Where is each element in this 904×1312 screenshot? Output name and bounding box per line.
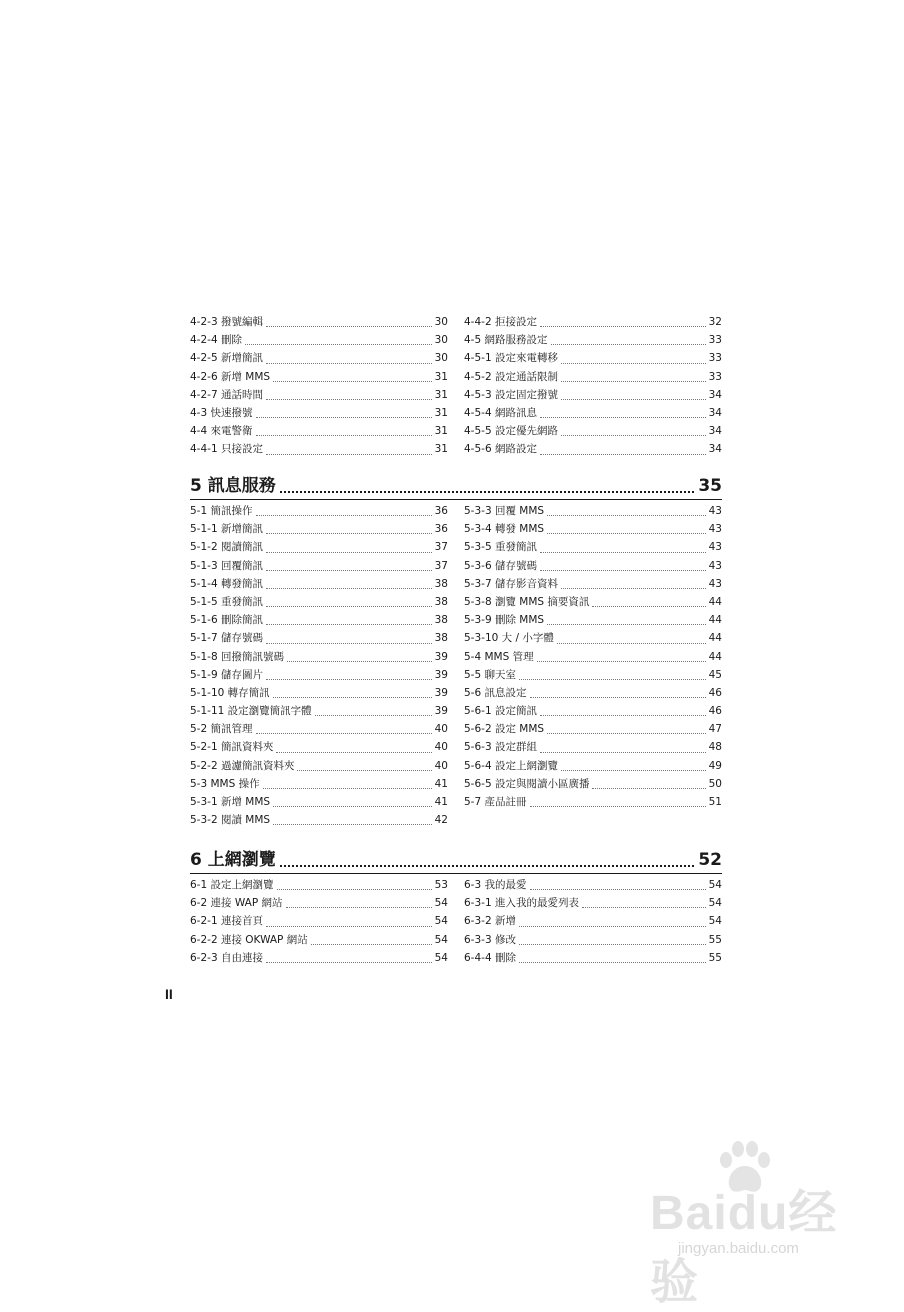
toc-entry[interactable] — [464, 949, 722, 967]
toc-entry-page: 47 — [708, 723, 722, 736]
toc-entry-label: 4-5-1 設定來電轉移 — [464, 352, 558, 365]
toc-entry[interactable] — [464, 684, 722, 702]
dot-leader — [519, 961, 706, 963]
toc-entry-page: 44 — [708, 595, 722, 608]
toc-entry[interactable] — [464, 793, 722, 811]
toc-entry-page: 33 — [708, 352, 722, 365]
toc-entry[interactable] — [464, 404, 722, 422]
toc-entry[interactable] — [464, 368, 722, 386]
toc-entry-label: 5-3-4 轉發 MMS — [464, 523, 545, 536]
toc-entry[interactable] — [190, 912, 448, 930]
toc-entry[interactable] — [464, 912, 722, 930]
toc-entry-page: 51 — [708, 796, 722, 808]
toc-entry-page: 32 — [708, 316, 722, 328]
dot-leader — [266, 642, 432, 644]
dot-leader — [276, 751, 431, 753]
dot-leader — [266, 532, 432, 534]
toc-entry-label: 6-3-2 新增 — [464, 915, 516, 928]
dot-leader — [315, 714, 432, 716]
dot-leader — [547, 532, 706, 534]
dot-leader — [540, 569, 706, 571]
chapter-page: 35 — [698, 476, 722, 496]
dot-leader — [266, 569, 432, 571]
toc-entry-label: 5-6-5 設定與閱讀小區廣播 — [464, 777, 590, 790]
dot-leader — [592, 787, 705, 789]
toc-entry-label: 6-3-3 修改 — [464, 933, 516, 946]
toc-entry[interactable] — [190, 684, 448, 702]
toc-entry-label: 4-4-2 拒接設定 — [464, 316, 537, 328]
toc-entry-page: 31 — [434, 443, 448, 456]
toc-entry-page: 31 — [434, 370, 448, 383]
toc-entry-label: 5-2 簡訊管理 — [190, 723, 253, 736]
toc-entry-page: 34 — [708, 425, 722, 438]
watermark — [640, 1140, 880, 1309]
toc-entry-label: 6-1 設定上網瀏覽 — [190, 879, 274, 891]
toc-entry-page: 46 — [708, 705, 722, 718]
toc-entry[interactable] — [464, 502, 722, 520]
toc-entry-label: 5-1-6 刪除簡訊 — [190, 614, 263, 627]
dot-leader — [551, 343, 706, 345]
toc-entry[interactable] — [464, 575, 722, 593]
toc-entry[interactable] — [464, 738, 722, 756]
toc-entry-label: 6-3 我的最愛 — [464, 879, 527, 891]
dot-leader — [266, 678, 432, 680]
toc-entry-label: 4-2-3 撥號編輯 — [190, 316, 263, 328]
toc-entry-label: 5-1-8 回撥簡訊號碼 — [190, 650, 284, 663]
dot-leader — [266, 362, 432, 364]
toc-entry-page: 49 — [708, 759, 722, 772]
dot-leader — [519, 925, 706, 927]
toc-entry[interactable] — [464, 313, 722, 331]
toc-entry[interactable] — [190, 440, 448, 458]
toc-entry[interactable] — [464, 666, 722, 684]
dot-leader — [540, 416, 706, 418]
toc-entry-page: 39 — [434, 686, 448, 699]
toc-entry-page: 34 — [708, 443, 722, 456]
dot-leader — [592, 605, 705, 607]
toc-entry-label: 5-6-1 設定簡訊 — [464, 705, 537, 718]
dot-leader — [582, 906, 706, 908]
dot-leader — [266, 325, 432, 327]
toc-entry[interactable] — [190, 593, 448, 611]
dot-leader — [540, 551, 706, 553]
toc-entry-label: 5-6-4 設定上網瀏覽 — [464, 759, 558, 772]
toc-entry-label: 4-4-1 只接設定 — [190, 443, 263, 456]
toc-entry[interactable] — [190, 422, 448, 440]
toc-entry-page: 43 — [708, 541, 722, 554]
toc-entry-label: 6-2-1 連接首頁 — [190, 915, 263, 928]
toc-entry-page: 53 — [434, 879, 448, 891]
toc-entry-label: 4-5 網路服務設定 — [464, 334, 548, 347]
dot-leader — [540, 453, 706, 455]
dot-leader — [266, 551, 432, 553]
toc-entry-page: 33 — [708, 370, 722, 383]
toc-column-left — [190, 313, 448, 459]
toc-entry[interactable] — [464, 422, 722, 440]
dot-leader — [561, 362, 706, 364]
toc-entry-page: 38 — [434, 614, 448, 627]
toc-entry-label: 4-4 來電警衛 — [190, 425, 253, 438]
toc-entry[interactable] — [464, 629, 722, 647]
toc-entry-label: 5-7 產品註冊 — [464, 796, 527, 808]
toc-entry-label: 4-5-2 設定通話限制 — [464, 370, 558, 383]
toc-entry[interactable] — [190, 894, 448, 912]
toc-entry-page: 40 — [434, 723, 448, 736]
toc-entry-label: 6-2-2 連接 OKWAP 網站 — [190, 933, 308, 946]
toc-entry[interactable] — [190, 611, 448, 629]
toc-entry-page: 41 — [434, 777, 448, 790]
dot-leader — [256, 434, 432, 436]
toc-entry-label: 5-6 訊息設定 — [464, 686, 527, 699]
toc-entry-page: 54 — [434, 915, 448, 928]
toc-entry[interactable] — [464, 331, 722, 349]
toc-column-right — [464, 313, 722, 459]
dot-leader — [519, 943, 706, 945]
dot-leader — [245, 343, 432, 345]
toc-entry[interactable] — [190, 666, 448, 684]
toc-entry-page: 54 — [708, 879, 722, 891]
toc-entry-label: 5-3-9 刪除 MMS — [464, 614, 545, 627]
toc-entry-page: 31 — [434, 425, 448, 438]
toc-entry-page: 30 — [434, 334, 448, 347]
dot-leader — [273, 696, 432, 698]
toc-entry-label: 5-6-2 設定 MMS — [464, 723, 545, 736]
toc-entry-label: 5-6-3 設定群組 — [464, 741, 537, 754]
toc-entry-page: 38 — [434, 595, 448, 608]
toc-entry[interactable] — [464, 757, 722, 775]
toc-entry[interactable] — [464, 931, 722, 949]
toc-entry[interactable] — [464, 557, 722, 575]
chapter-heading[interactable] — [190, 847, 722, 874]
toc-entry-label: 4-5-6 網路設定 — [464, 443, 537, 456]
toc-entry-label: 5-3 MMS 操作 — [190, 777, 260, 790]
toc-entry[interactable] — [464, 775, 722, 793]
toc-entry-label: 4-2-6 新增 MMS — [190, 370, 271, 383]
dot-leader — [519, 678, 706, 680]
dot-leader — [561, 769, 706, 771]
toc-entry[interactable] — [464, 720, 722, 738]
dot-leader — [266, 398, 432, 400]
toc-entry-page: 31 — [434, 388, 448, 401]
toc-entry-page: 43 — [708, 577, 722, 590]
dot-leader — [557, 642, 706, 644]
toc-entry[interactable] — [190, 876, 448, 894]
toc-entry-label: 4-2-7 通話時間 — [190, 388, 263, 401]
toc-entry-label: 4-5-3 設定固定撥號 — [464, 388, 558, 401]
toc-entry[interactable] — [190, 702, 448, 720]
toc-entry-page: 44 — [708, 632, 722, 645]
dot-leader — [266, 605, 432, 607]
watermark-brand: Baidu经验 — [650, 1187, 838, 1309]
toc-entry[interactable] — [464, 349, 722, 367]
toc-entry-label: 5-1-3 回覆簡訊 — [190, 559, 263, 572]
toc-entry[interactable] — [190, 575, 448, 593]
toc-entry[interactable] — [190, 368, 448, 386]
toc-entry[interactable] — [464, 894, 722, 912]
toc-entry-label: 5-5 聊天室 — [464, 668, 516, 681]
toc-entry[interactable] — [190, 404, 448, 422]
watermark-url: jingyan.baidu.com — [678, 1240, 799, 1257]
toc-entry-label: 4-2-4 刪除 — [190, 334, 242, 347]
toc-entry-label: 5-3-6 儲存號碼 — [464, 559, 537, 572]
toc-entry-page: 39 — [434, 705, 448, 718]
toc-entry-label: 5-1-7 儲存號碼 — [190, 632, 263, 645]
dot-leader — [561, 587, 706, 589]
toc-entry[interactable] — [464, 702, 722, 720]
dot-leader — [277, 888, 432, 890]
toc-entry-page: 37 — [434, 541, 448, 554]
toc-entry-page: 40 — [434, 741, 448, 754]
toc-entry[interactable] — [190, 520, 448, 538]
toc-entry[interactable] — [190, 648, 448, 666]
toc-entry-page: 45 — [708, 668, 722, 681]
dot-leader — [266, 925, 432, 927]
toc-entry-label: 6-4-4 刪除 — [464, 951, 516, 964]
toc-entry-page: 43 — [708, 505, 722, 517]
chapter-heading[interactable] — [190, 473, 722, 500]
toc-entry-label: 5-3-7 儲存影音資料 — [464, 577, 558, 590]
toc-entry-page: 30 — [434, 352, 448, 365]
dot-leader — [266, 623, 432, 625]
toc-entry-label: 5-3-1 新增 MMS — [190, 796, 271, 808]
toc-entry-label: 6-2 連接 WAP 網站 — [190, 897, 283, 910]
toc-entry-page: 44 — [708, 650, 722, 663]
chapter-title: 6 上網瀏覽 — [190, 850, 276, 870]
dot-leader — [540, 714, 706, 716]
toc-entry-label: 5-1-10 轉存簡訊 — [190, 686, 270, 699]
dot-leader — [287, 660, 432, 662]
dot-leader — [311, 943, 432, 945]
dot-leader — [561, 380, 706, 382]
toc-entry-label: 5-1-9 儲存圖片 — [190, 668, 263, 681]
dot-leader — [286, 906, 432, 908]
toc-entry-page: 31 — [434, 406, 448, 419]
toc-entry-label: 5-3-5 重發簡訊 — [464, 541, 537, 554]
toc-entry-label: 4-3 快速撥號 — [190, 406, 253, 419]
dot-leader — [547, 623, 706, 625]
toc-column-right — [464, 876, 722, 967]
toc-entry-label: 6-3-1 進入我的最愛列表 — [464, 897, 579, 910]
toc-entry-page: 54 — [434, 897, 448, 910]
toc-entry-page: 55 — [708, 951, 722, 964]
toc-entry[interactable] — [190, 629, 448, 647]
page-number: II — [165, 986, 173, 1002]
toc-entry[interactable] — [190, 386, 448, 404]
toc-entry[interactable] — [190, 793, 448, 811]
toc-entry[interactable] — [464, 386, 722, 404]
toc-entry[interactable] — [464, 611, 722, 629]
toc-entry-page: 34 — [708, 406, 722, 419]
toc-entry[interactable] — [190, 538, 448, 556]
toc-entry[interactable] — [190, 502, 448, 520]
toc-entry-label: 5-3-10 大 / 小字體 — [464, 632, 554, 645]
toc-entry[interactable] — [190, 757, 448, 775]
dot-leader — [540, 751, 706, 753]
toc-entry[interactable] — [464, 520, 722, 538]
toc-entry[interactable] — [464, 440, 722, 458]
toc-entry[interactable] — [190, 720, 448, 738]
toc-entry-label: 6-2-3 自由連接 — [190, 951, 263, 964]
dot-leader — [547, 732, 706, 734]
toc-entry-page: 54 — [434, 951, 448, 964]
toc-entry[interactable] — [190, 349, 448, 367]
toc-entry-page: 54 — [708, 897, 722, 910]
toc-entry-page: 39 — [434, 650, 448, 663]
chapter-title: 5 訊息服務 — [190, 476, 276, 496]
toc-section-4-continued — [190, 313, 722, 459]
dot-leader — [256, 416, 432, 418]
toc-column-left — [190, 876, 448, 967]
toc-entry[interactable] — [464, 648, 722, 666]
toc-entry-label: 5-1-4 轉發簡訊 — [190, 577, 263, 590]
toc-column-right — [464, 502, 722, 829]
toc-entry-page: 44 — [708, 614, 722, 627]
toc-entry[interactable] — [464, 538, 722, 556]
toc-entry-page: 30 — [434, 316, 448, 328]
toc-entry-page: 33 — [708, 334, 722, 347]
toc-entry-page: 54 — [708, 915, 722, 928]
chapter-page: 52 — [698, 850, 722, 870]
dot-leader — [273, 823, 432, 825]
toc-entry[interactable] — [190, 949, 448, 967]
toc-entry-page: 50 — [708, 777, 722, 790]
toc-column-left — [190, 502, 448, 829]
toc-section-6 — [190, 847, 722, 967]
toc-entry[interactable] — [190, 331, 448, 349]
toc-entry[interactable] — [190, 738, 448, 756]
toc-entry-page: 54 — [434, 933, 448, 946]
toc-entry-label: 5-2-2 過濾簡訊資料夾 — [190, 759, 295, 772]
toc-entry[interactable] — [464, 876, 722, 894]
toc-entry-page: 38 — [434, 632, 448, 645]
toc-entry-label: 5-1-1 新增簡訊 — [190, 523, 263, 536]
toc-entry-page: 42 — [434, 814, 448, 827]
toc-entry-label: 4-5-4 網路訊息 — [464, 406, 537, 419]
toc-entry[interactable] — [190, 557, 448, 575]
toc-entry-page: 36 — [434, 505, 448, 517]
dot-leader — [530, 888, 706, 890]
toc-entry-label: 5-1-5 重發簡訊 — [190, 595, 263, 608]
dot-leader — [266, 587, 432, 589]
toc-entry-page: 41 — [434, 796, 448, 808]
toc-entry-page: 40 — [434, 759, 448, 772]
toc-entry-page: 55 — [708, 933, 722, 946]
toc-entry[interactable] — [190, 775, 448, 793]
toc-entry-page: 37 — [434, 559, 448, 572]
dot-leader — [561, 434, 706, 436]
toc-entry-label: 5-3-2 閱讀 MMS — [190, 814, 271, 827]
dot-leader — [530, 805, 706, 807]
toc-entry-label: 4-5-5 設定優先網路 — [464, 425, 558, 438]
toc-entry-label: 5-3-3 回覆 MMS — [464, 505, 545, 517]
dot-leader — [561, 398, 706, 400]
toc-entry-page: 43 — [708, 523, 722, 536]
dot-leader — [263, 787, 432, 789]
toc-entry-label: 5-1-11 設定瀏覽簡訊字體 — [190, 705, 312, 718]
toc-entry-label: 5-1-2 閱讀簡訊 — [190, 541, 263, 554]
toc-entry[interactable] — [190, 931, 448, 949]
toc-entry-page: 39 — [434, 668, 448, 681]
dot-leader — [537, 660, 706, 662]
dot-leader — [540, 325, 706, 327]
toc-entry-label: 5-3-8 瀏覽 MMS 摘要資訊 — [464, 595, 590, 608]
toc-entry-page: 46 — [708, 686, 722, 699]
dot-leader — [256, 514, 432, 516]
toc-entry-page: 43 — [708, 559, 722, 572]
dot-leader — [280, 490, 695, 493]
dot-leader — [530, 696, 706, 698]
toc-entry-label: 5-2-1 簡訊資料夾 — [190, 741, 274, 754]
dot-leader — [266, 961, 432, 963]
toc-entry[interactable] — [190, 811, 448, 829]
dot-leader — [256, 732, 432, 734]
toc-section-5 — [190, 473, 722, 829]
dot-leader — [273, 805, 432, 807]
dot-leader — [547, 514, 706, 516]
toc-entry-label: 4-2-5 新增簡訊 — [190, 352, 263, 365]
dot-leader — [297, 769, 431, 771]
toc-entry-label: 5-1 簡訊操作 — [190, 505, 253, 517]
toc-entry-page: 48 — [708, 741, 722, 754]
toc-entry-page: 36 — [434, 523, 448, 536]
dot-leader — [280, 864, 695, 867]
toc-entry-page: 38 — [434, 577, 448, 590]
toc-entry-page: 34 — [708, 388, 722, 401]
toc-entry[interactable] — [190, 313, 448, 331]
toc-entry-label: 5-4 MMS 管理 — [464, 650, 534, 663]
toc-entry[interactable] — [464, 593, 722, 611]
dot-leader — [273, 380, 432, 382]
dot-leader — [266, 453, 432, 455]
